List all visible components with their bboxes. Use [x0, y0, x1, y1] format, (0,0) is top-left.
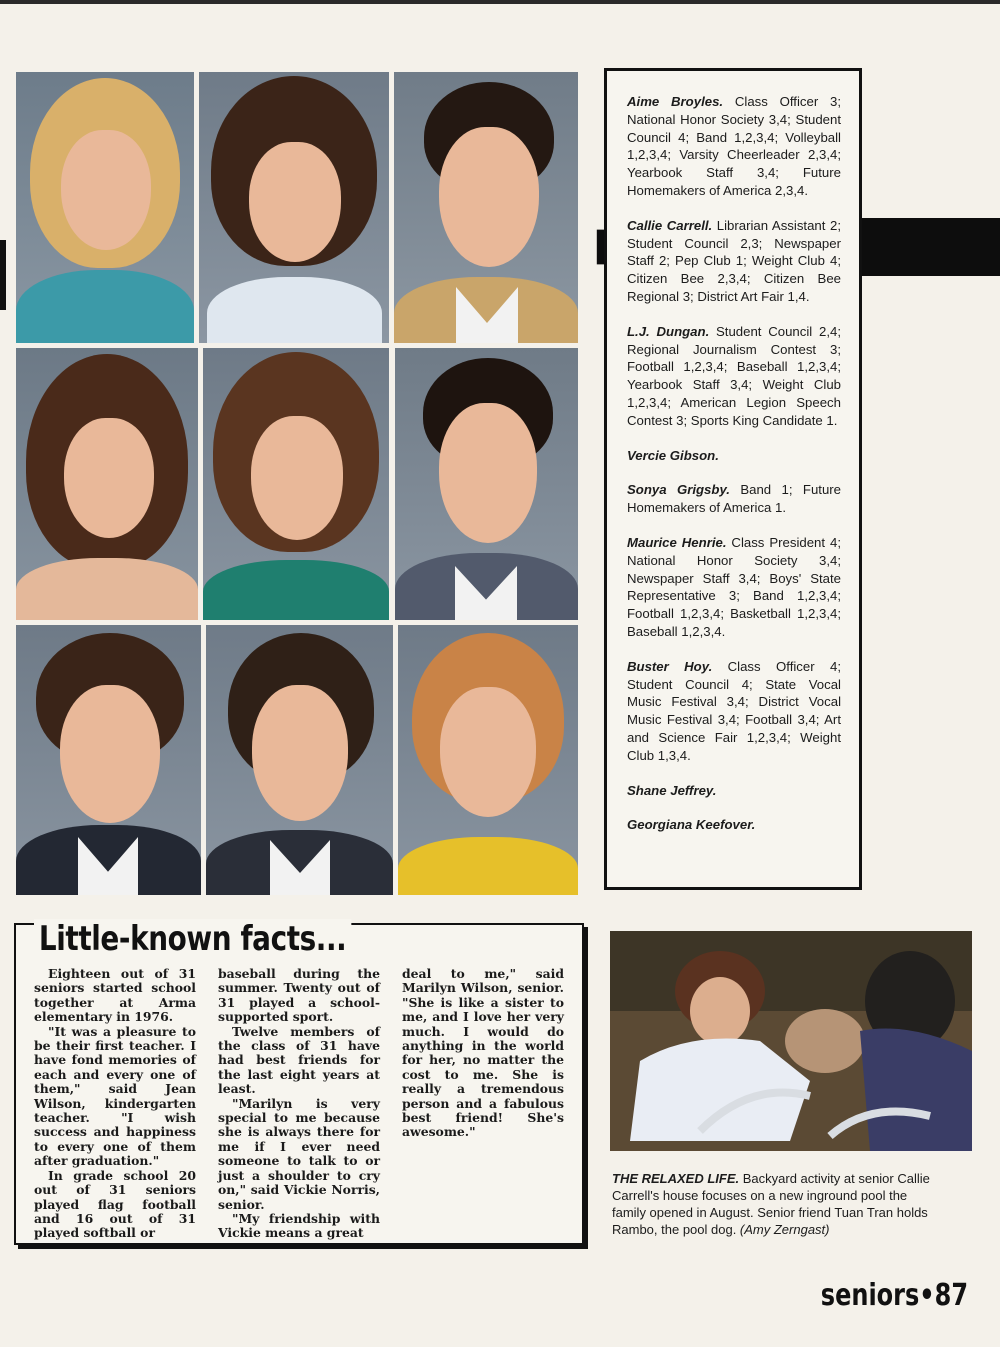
photo-caption — [612, 1170, 937, 1238]
bio-name: L.J. Dungan. — [627, 323, 710, 339]
bio-name: Maurice Henrie. — [627, 534, 727, 550]
photo-illustration — [610, 931, 972, 1151]
bio-box — [604, 68, 862, 890]
portrait-buster-hoy — [16, 625, 201, 895]
bio-text: Librarian Assistant 2; Student Council 2,3; Newspaper Staff 2; Pep Club 1; Weight Club 4; Citizen Bee 2,3,4; Citizen Bee Regional 3; District Art Fair 1,4. — [627, 217, 841, 304]
facts-paragraph: Twelve members of the class of 31 have had best friends for the last eight years at least. — [218, 1023, 380, 1097]
facts-title: Little-known facts... — [34, 919, 351, 959]
facts-paragraph: deal to me," said Marilyn Wilson, senior. "She is like a sister to me, and I love her very much. I would do anything in the world for her, no matter the cost to me. She is really a tremendous person and a fabulous best friend! She's awesome." — [402, 966, 564, 1140]
portrait-vercie-gibson — [16, 348, 198, 620]
facts-column-2 — [218, 967, 380, 1241]
bio-name: Buster Hoy. — [627, 658, 713, 674]
facts-box — [14, 919, 584, 1245]
facts-paragraph: Eighteen out of 31 seniors started school together at Arma elementary in 1976. — [34, 966, 196, 1025]
binding-mark — [0, 240, 6, 310]
bio-entry — [627, 816, 841, 834]
caption-credit: (Amy Zerngast) — [739, 1222, 830, 1237]
facts-paragraph: "Marilyn is very special to me because she is always there for me if I ever need someone to talk to or just a shoulder to cry on," said Vickie Norris, senior. — [218, 1095, 380, 1212]
facts-paragraph: baseball during the summer. Twenty out of 31 played a school-supported sport. — [218, 966, 380, 1025]
bio-name: Georgiana Keefover. — [627, 817, 756, 833]
bio-entry — [627, 534, 841, 641]
bio-entry — [627, 217, 841, 306]
bio-entry — [627, 323, 841, 430]
bio-entry — [627, 481, 841, 517]
bio-text: Class Officer 3; National Honor Society 3,4; Student Council 4; Band 1,2,3,4; Volleyball 1,2,3,4; Varsity Cheerleader 2,3,4; Yearbook Staff 3,4; Future Homemakers of America 2,3,4. — [627, 94, 841, 198]
caption-body: Backyard activity at senior Callie Carrell's house focuses on a new inground pool the family opened in August. Senior friend Tuan Tran holds Rambo, the pool dog. — [612, 1171, 930, 1237]
portrait-lj-dungan — [394, 72, 578, 343]
backyard-pool-photo — [610, 931, 972, 1151]
facts-column-1 — [34, 967, 196, 1241]
facts-paragraph: "It was a pleasure to be their first teacher. I have fond memories of each and every one of them," said Jean Wilson, kindergarten teacher. "I wish success and happiness to every one of them after graduation." — [34, 1023, 196, 1169]
bio-text: Band 1; Future Homemakers of America 1. — [627, 482, 842, 516]
bio-entry — [627, 782, 841, 800]
portrait-georgiana-keefover — [398, 625, 578, 895]
bio-text: Class Officer 4; Student Council 4; State Vocal Music Festival 3,4; District Vocal Music Festival 3,4; Football 3,4; Art and Science Fair 1,2,3,4; Weight Club 1,3,4. — [627, 658, 841, 763]
bio-entry — [627, 447, 841, 465]
top-rule — [0, 0, 1000, 4]
portrait-shane-jeffrey — [206, 625, 393, 895]
bio-name: Shane Jeffrey. — [627, 782, 717, 798]
facts-paragraph: In grade school 20 out of 31 seniors played flag football and 16 out of 31 played softball or — [34, 1167, 196, 1241]
bio-entry — [627, 93, 841, 200]
bio-text: Class President 4; National Honor Society 3,4; Newspaper Staff 3,4; Boys' State Representative 3; Band 1,2,3,4; Football 1,2,3,4; Basketball 1,2,3,4; Baseball 1,2,3,4. — [627, 534, 841, 639]
bio-name: Callie Carrell. — [627, 217, 713, 233]
page-folio: seniors•87 — [820, 1278, 968, 1313]
portrait-maurice-henrie — [395, 348, 578, 620]
caption-lead: THE RELAXED LIFE. — [612, 1171, 740, 1186]
portrait-aime-broyles — [16, 72, 194, 343]
bio-name: Aime Broyles. — [627, 94, 724, 109]
facts-paragraph: "My friendship with Vickie means a great — [218, 1210, 380, 1241]
facts-columns — [34, 967, 564, 1241]
bio-entry — [627, 658, 841, 765]
bio-name: Vercie Gibson. — [627, 447, 719, 463]
bio-text: Student Council 2,4; Regional Journalism Contest 3; Football 1,2,3,4; Baseball 1,2,3,4; Yearbook Staff 3,4; Weight Club 1,2,3,4; American Legion Speech Contest 3; Sports King Candidate 1. — [627, 323, 841, 428]
facts-column-3 — [402, 967, 564, 1241]
portrait-sonya-grigsby — [203, 348, 389, 620]
portrait-callie-carrell — [199, 72, 389, 343]
bio-name: Sonya Grigsby. — [627, 482, 730, 498]
